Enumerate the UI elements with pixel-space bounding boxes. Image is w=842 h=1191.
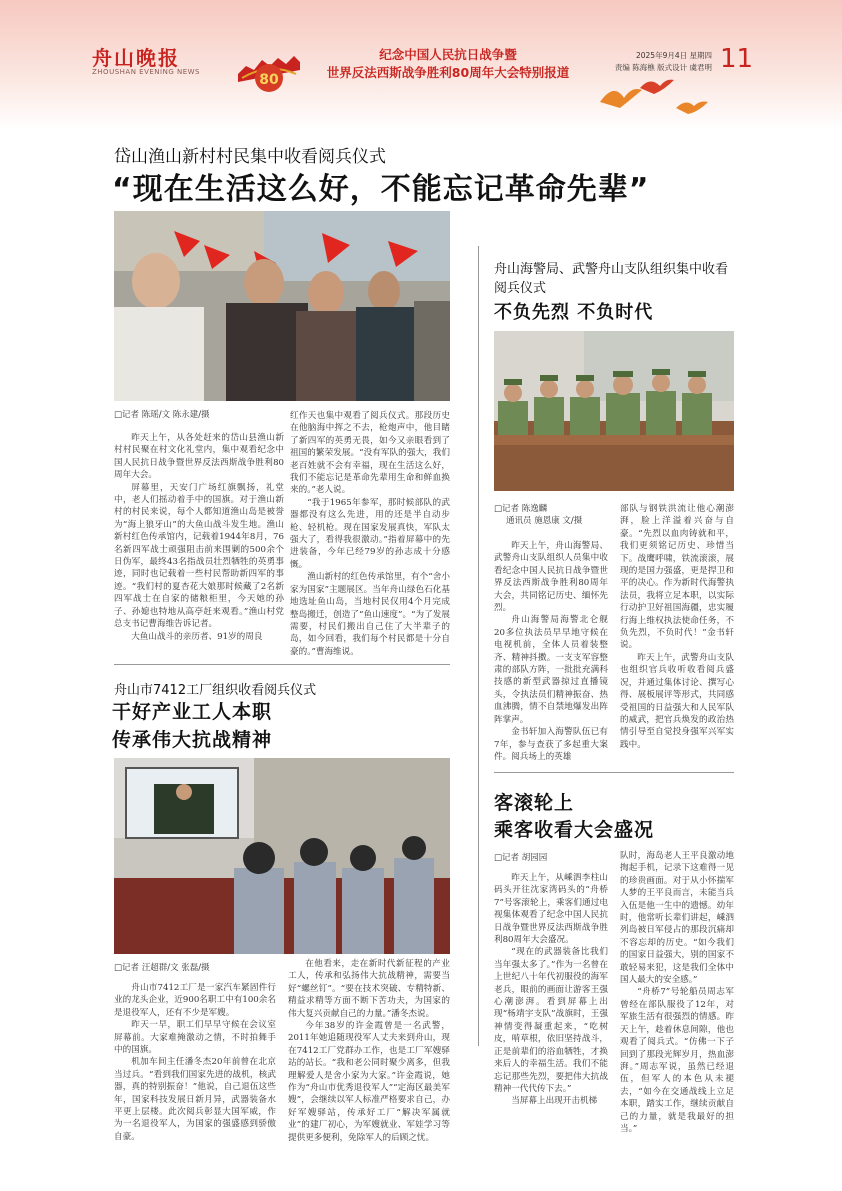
theme-line-1: 纪念中国人民抗日战争暨 — [379, 47, 517, 62]
article1-column-2 — [290, 410, 450, 658]
article4-headline-line-1: 客滚轮上 — [494, 792, 575, 814]
article3-headline-line-2: 传承伟大抗战精神 — [112, 729, 273, 751]
article4-col1-para: 昨天上午，从嵊泗李柱山码头开往沈家湾码头的“舟桥7”号客滚轮上，乘客们通过电视集体观看了纪念中国人民抗日战争暨世界反法西斯战争胜利80周年大会盛况。 — [494, 873, 608, 946]
article3-col2-para: 在他看来，走在新时代新征程的产业工人，传承和弘扬伟大抗战精神，需要当好“螺丝钉”。“要在技术突破、专精特新、精益求精等方面不断下苦功夫，为国家的伟大复兴贡献自己的力量。”潘冬杰说。 — [288, 959, 450, 1019]
article1-headline: “现在生活这么好，不能忘记革命先辈” — [112, 172, 650, 207]
article1-col1-para: 昨天上午，从各处赶来的岱山县渔山新村村民聚在村文化礼堂内，集中观看纪念中国人民抗日战争暨世界反法西斯战争胜利80周年大会。 — [114, 433, 284, 481]
article4-col1-para: “现在的武器装备比我们当年强太多了。”作为一名曾在上世纪八十年代初服役的海军老兵，眼前的画面让游客王强心潮澎湃。看到屏幕上出现“杨靖宇支队”战旗时，王强神情变得凝重起来，“吃树皮，啃草根，依旧坚持战斗，正是前辈们的浴血牺牲，才换来后人的幸福生活。我们不能忘记那些先烈，要把伟大抗战精神一代代传下去。” — [494, 947, 608, 1094]
article3-byline: □记者 汪超群/文 张磊/摄 — [114, 963, 210, 973]
article4-headline-line-2: 乘客收看大会盛况 — [494, 819, 655, 841]
article4-byline: □记者 胡园园 — [494, 853, 548, 863]
emblem-number: 80 — [259, 72, 279, 88]
flying-doves-decoration — [580, 68, 730, 128]
article3-col2-para: 今年38岁的许金霞曾是一名武警，2011年她追随现役军人丈夫来到舟山，现在7412工厂党群办工作，也是工厂军嫂驿站的站长。“我和老公同时聚少离多，但我理解爱人是舍小家为大家。”许金霞说，她作为“舟山市优秀退役军人”“定海区最美军嫂”，会继续以军人标准严格要求自己，办好军嫂驿站，传承好工厂“解决军属就业”的建厂初心，为军嫂就业、军娃学习等提供更多便利，免除军人的后顾之忧。 — [288, 1021, 450, 1143]
column-divider — [478, 246, 479, 1046]
article2-col2-para: 部队与钢铁洪流让他心潮澎湃，脸上洋溢着兴奋与自豪。“先烈以血肉铸就和平，我们更须铭记历史、珍惜当下。战鹰呼啸，铁流滚滚，展现的是国力强盛，更是捍卫和平的决心。作为新时代海警执法员，我将立足本职，以实际行动护卫好祖国海疆，忠实履行海上维权执法使命任务，不负先烈，不负时代！”金书轩说。 — [620, 504, 734, 651]
article4-headline — [494, 790, 654, 844]
article3-column-2 — [288, 958, 450, 1144]
article2-byline — [494, 503, 582, 527]
article2-col1-para: 舟山海警局海警北仑舰20多位执法员早早地守候在电视机前，全体人员着装整齐、精神抖擞。一支支军容整肃的部队方阵，一批批充满科技感的新型武器掠过直播镜头，令执法员们精神振奋、热血沸腾，情不自禁地爆发出阵阵掌声。 — [494, 615, 608, 725]
article3-headline-line-1: 干好产业工人本职 — [112, 701, 273, 723]
article3-kicker: 舟山市7412工厂组织收看阅兵仪式 — [114, 683, 317, 698]
article2-kicker: 舟山海警局、武警舟山支队组织集中收看阅兵仪式 — [494, 262, 729, 296]
great-wall-80-icon — [236, 44, 302, 94]
article2-col1-para: 金书轩加入海警队伍已有7年，参与查获了多起重大案件。阅兵场上的英雄 — [494, 727, 608, 762]
doves-icon — [580, 68, 730, 128]
article4-col2-para: 队时，海岛老人王平良激动地掏起手机，记录下这难得一见的珍贵画面。对于从小怀揣军人梦的王平良而言，未能当兵入伍是他一生中的遗憾。幼年时，他常听长辈们讲起，嵊泗列岛被日军侵占的那段沉痛却不容忘却的历史。“如今我们的国家日益强大，别的国家不敢轻易来犯，这是我们全体中国人最大的安全感。” — [620, 851, 734, 986]
article2-headline: 不负先烈 不负时代 — [494, 302, 654, 323]
article3-headline — [112, 698, 272, 754]
special-report-theme — [308, 46, 588, 82]
divider-article1-article3 — [114, 664, 450, 665]
issue-editors: 责编 陈海樵 版式设计 虞君明 — [614, 63, 712, 72]
newspaper-logo-subtitle: ZHOUSHAN EVENING NEWS — [92, 68, 200, 76]
article1-col2-para: “我于1965年参军，那时候部队的武器都没有这么先进，用的还是半自动步枪、轻机枪。现在国家发展真快，军队太强大了，看得我很激动。”指着屏幕中的先进装备，今年已经79岁的孙志成十分感慨。 — [290, 497, 450, 570]
article2-photo-officers — [494, 331, 734, 491]
article3-col1-para: 机加车间主任潘冬杰20年前曾在北京当过兵。“看到我们国家先进的战机，核武器，真的特别振奋！”他说，自己退伍这些年，国家科技发展日新月异，武器装备水平更上层楼。此次阅兵彰显大国军威，作为一名退役军人，为国家的强盛感到骄傲自豪。 — [114, 1057, 276, 1142]
article3-photo-workers — [114, 758, 450, 954]
anniversary-emblem — [236, 44, 302, 94]
article2-col1-para: 昨天上午，舟山海警局、武警舟山支队组织人员集中收看纪念中国人民抗日战争暨世界反法西斯战争胜利80周年大会，共同铭记历史、缅怀先烈。 — [494, 541, 608, 614]
page-number: 11 — [720, 44, 754, 74]
article1-photo-villagers — [114, 211, 450, 401]
article3-col1-para: 昨天一早，职工们早早守候在会议室屏幕前。大家难掩激动之情，不时拍舞手中的国旗。 — [114, 1020, 276, 1056]
article4-column-2 — [620, 850, 734, 1135]
article2-col2-para: 昨天上午，武警舟山支队也组织官兵收听收看阅兵盛况，并通过集体讨论、撰写心得、展板展评等形式，共同感受祖国的日益强大和人民军队的威武，把官兵焕发的政治热情引导至自觉投身强军兴军实践中。 — [620, 652, 734, 750]
article4-col1-para: 当屏幕上出现开击机梯 — [511, 1096, 598, 1107]
article1-col1-para: 屏幕里，天安门广场红旗飘扬，礼堂中，老人们摇动着手中的国旗。对于渔山新村的村民来说，每个人都知道渔山岛是被誉为“海上狼牙山”的大鱼山战斗发生地。渔山新村红色传承馆内，记载着1944年8月，76名新四军战士顽强阻击前来围剿的500余个日伪军，最终43名指战员壮烈牺牲的英勇事迹，同时也记载着一些村民帮助新四军的事迹。“我们村的夏杏花大娘那时候藏了2名新四军战士在自家的储粮柜里，今天她的孙子、孙媳也特地从高亭赶来观看。”渔山村党总支书记曹海维告诉记者。 — [114, 482, 284, 630]
theme-line-2: 世界反法西斯战争胜利80周年大会特别报道 — [326, 65, 570, 80]
article4-column-1 — [494, 872, 608, 1108]
article3-col1-para: 舟山市7412工厂是一家汽车紧固件行业的龙头企业，近900名职工中有100余名是退役军人，还有不少是军嫂。 — [114, 983, 276, 1018]
article1-column-1 — [114, 432, 284, 643]
article2-column-1 — [494, 540, 608, 763]
article4-col2-para: “舟桥7”号轮船员周志军曾经在部队服役了12年，对军旅生活有很强烈的情感。昨天上午，趁着休息间隙，他也观看了阅兵式。“仿佛一下子回到了那段光辉岁月，热血澎湃。”周志军说，虽然已经退伍，但军人的本色从未褪去，“如今在交通战线上立足本职，踏实工作，继续贡献自己的力量，就是我最好的担当。” — [620, 987, 734, 1134]
article1-col2-para: 渔山新村的红色传承馆里，有个“舍小家为国家”主题展区。当年舟山绿色石化基地选址鱼山岛，当地村民仅用4个月完成整岛搬迁，创造了“鱼山速度”。“为了发展需要，村民们搬出自己住了大半辈子的岛，如今回看，我们每个村民都是十分自豪的。”曹海维说。 — [290, 572, 450, 657]
article2-byline-reporter: □记者 陈逸麟 — [494, 504, 548, 514]
article3-column-1 — [114, 982, 276, 1143]
article2-column-2 — [620, 503, 734, 751]
issue-date: 2025年9月4日 星期四 — [635, 51, 712, 60]
article1-col1-para: 大鱼山战斗的亲历者、91岁的周良 — [131, 631, 263, 642]
article2-byline-correspondent: 通讯员 施恩康 文/摄 — [506, 516, 583, 526]
divider-article2-article4 — [494, 772, 734, 773]
article1-col2-para: 红作天也集中观看了阅兵仪式。那段历史在他脑海中挥之不去，枪炮声中，他目睹了新四军的英勇无畏，如今又亲眼看到了祖国的繁荣发展。“没有军队的强大，我们老百姓就不会有幸福，现在生活这么好，我们不能忘记是革命先辈用生命和鲜血换来的。”老人说。 — [290, 411, 450, 496]
article1-kicker: 岱山渔山新村村民集中收看阅兵仪式 — [114, 147, 386, 167]
article1-byline: □记者 陈瑶/文 陈永建/摄 — [114, 410, 210, 420]
newspaper-logo: 舟山晚报 — [92, 46, 180, 70]
